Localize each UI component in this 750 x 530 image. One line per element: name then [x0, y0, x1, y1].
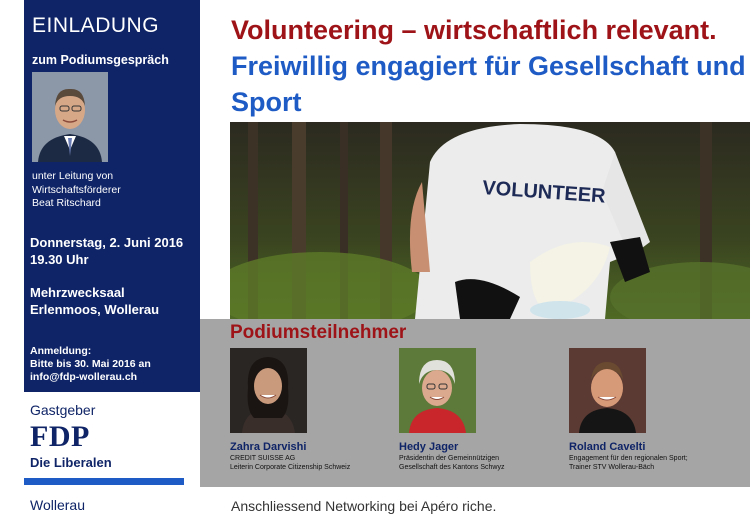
host-label: Gastgeber: [30, 402, 96, 418]
speaker-photo: [230, 348, 307, 433]
moderator-photo: [32, 72, 108, 162]
shirt-text: VOLUNTEER: [481, 177, 607, 208]
networking-note: Anschliessend Networking bei Apéro riche.: [231, 498, 497, 514]
speaker-photo: [569, 348, 646, 433]
speakers-panel: [200, 319, 750, 487]
host-city: Wollerau: [30, 497, 85, 513]
invitation-title: EINLADUNG: [32, 14, 160, 37]
headline-red: Volunteering – wirtschaftlich relevant.: [231, 15, 717, 45]
headline-blue: Freiwillig engagiert für Gesellschaft und Sport: [231, 51, 746, 117]
volunteer-hero-photo: [230, 122, 750, 319]
speaker-role: Präsidentin der Gemeinnützigen Gesellschaft des Kantons Schwyz: [399, 455, 505, 471]
fdp-logo: FDP: [30, 420, 90, 453]
host-divider-bar: [24, 478, 184, 485]
invitation-subtitle: zum Podiumsgespräch: [32, 53, 169, 67]
speaker-role: CREDIT SUISSE AG Leiterin Corporate Citizenship Schweiz: [230, 455, 351, 471]
speakers-title: Podiumsteilnehmer: [230, 322, 407, 343]
registration-info: Anmeldung: Bitte bis 30. Mai 2016 an info@fdp-wollerau.ch: [30, 345, 151, 383]
event-headline: [231, 12, 746, 120]
speaker-name: Zahra Darvishi: [230, 441, 307, 453]
speaker-card: [569, 348, 744, 472]
speaker-role: Engagement für den regionalen Sport; Trainer STV Wollerau-Bäch: [569, 455, 688, 471]
speaker-card: [230, 348, 405, 472]
moderator-info: unter Leitung von Wirtschaftsförderer Beat Ritschard: [32, 170, 121, 209]
invitation-sidebar: [24, 0, 200, 392]
speaker-name: Hedy Jager: [399, 441, 459, 453]
speaker-name: Roland Cavelti: [569, 441, 646, 453]
registration-email[interactable]: info@fdp-wollerau.ch: [30, 371, 138, 383]
speaker-photo: [399, 348, 476, 433]
event-date: Donnerstag, 2. Juni 2016 19.30 Uhr: [30, 235, 184, 267]
speaker-card: [399, 348, 574, 472]
fdp-logo-subtitle: Die Liberalen: [30, 455, 112, 470]
event-venue: Mehrzwecksaal Erlenmoos, Wollerau: [30, 285, 160, 317]
